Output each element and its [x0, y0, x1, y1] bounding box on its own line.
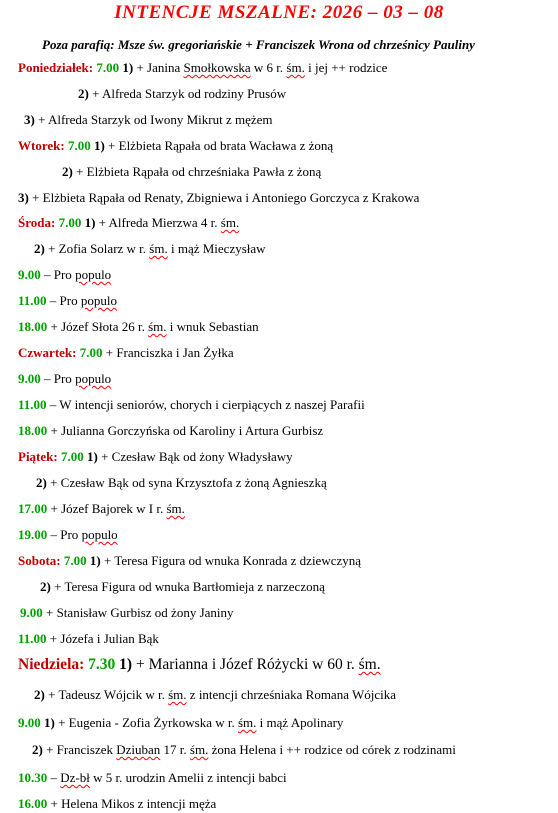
- mass-time: 16.00: [18, 796, 48, 811]
- intention-line: [18, 553, 361, 569]
- intention-text: + Józef Bajorek w I r.: [47, 501, 167, 516]
- intention-text: śm.: [238, 715, 257, 730]
- day-label: Wtorek:: [18, 138, 65, 153]
- intention-text: żona Helena i ++ rodzice od córek z rodzinami: [208, 742, 456, 757]
- intention-line: [24, 112, 273, 128]
- intention-text: 17 r.: [160, 742, 190, 757]
- day-label: Poniedziałek:: [18, 60, 94, 75]
- mass-time: 7.00: [60, 449, 84, 464]
- intention-text: śm.: [286, 60, 305, 75]
- mass-time: 11.00: [18, 293, 47, 308]
- intention-number: 2): [36, 475, 47, 490]
- intention-text: + Tadeusz Wójcik w r.: [44, 687, 169, 702]
- day-label: Piątek:: [18, 449, 58, 464]
- intention-line: [18, 501, 185, 517]
- intention-text: + Elżbieta Rąpała od Renaty, Zbigniewa i Antoniego Gorczyca z Krakowa: [28, 190, 420, 205]
- intention-number: 2): [78, 86, 89, 101]
- intention-line: [34, 687, 396, 703]
- intention-line: [40, 579, 325, 595]
- intention-number: 1): [93, 138, 105, 153]
- intention-line: [18, 215, 239, 231]
- intention-text: śm.: [166, 501, 185, 516]
- intention-number: 2): [34, 687, 45, 702]
- mass-time: 11.00: [18, 397, 47, 412]
- intention-number: 2): [62, 164, 73, 179]
- intention-line: [18, 345, 234, 361]
- mass-time: 7.30: [88, 656, 116, 673]
- mass-time: 7.00: [79, 345, 103, 360]
- mass-time: 7.00: [96, 60, 120, 75]
- intention-text: śm.: [220, 215, 240, 230]
- subtitle: Poza parafią: Msze św. gregoriańskie + Franciszek Wrona od chrześnicy Pauliny: [42, 37, 475, 52]
- mass-time: 19.00: [18, 527, 48, 542]
- intention-text: + Alfreda Starzyk od Iwony Mikrut z mężem: [34, 112, 273, 127]
- intention-line: [78, 86, 286, 102]
- intention-text: populo: [81, 527, 118, 542]
- intention-text: w 5 r. urodzin Amelii z intencji babci: [89, 770, 287, 785]
- intention-text: i wnuk Sebastian: [166, 319, 259, 334]
- intention-text: w 6 r.: [250, 60, 287, 75]
- intention-number: 1): [89, 553, 101, 568]
- intention-line: [18, 715, 343, 731]
- intention-text: + Teresa Figura od wnuka Konrada z dziewczyną: [100, 553, 362, 568]
- intention-text: Smołkowska: [183, 60, 251, 75]
- day-label: Czwartek:: [18, 345, 77, 360]
- intention-text: – W intencji seniorów, chorych i cierpiących z naszej Parafii: [46, 397, 365, 412]
- intention-text: śm.: [149, 241, 168, 256]
- intention-line: [18, 371, 111, 387]
- intention-text: + Franciszek: [42, 742, 117, 757]
- mass-time: 18.00: [18, 319, 48, 334]
- intention-line: [18, 631, 159, 647]
- intention-text: + Czesław Bąk od syna Krzysztofa z żoną Agnieszką: [46, 475, 327, 490]
- intention-text: śm.: [168, 687, 187, 702]
- intention-text: – Pro: [47, 527, 82, 542]
- intention-text: + Helena Mikos z intencji męża: [47, 796, 217, 811]
- intention-text: + Julianna Gorczyńska od Karoliny i Artura Gurbisz: [47, 423, 324, 438]
- intention-text: + Elżbieta Rąpała od brata Wacława z żoną: [104, 138, 334, 153]
- intention-text: Dziuban: [116, 742, 161, 757]
- intention-text: populo: [75, 267, 112, 282]
- intention-number: 1): [122, 60, 134, 75]
- intention-text: populo: [75, 371, 112, 386]
- day-label: Niedziela:: [18, 656, 85, 673]
- intention-number: 2): [32, 742, 43, 757]
- intention-number: 3): [24, 112, 35, 127]
- intention-text: + Zofia Solarz w r.: [44, 241, 150, 256]
- mass-time: 10.30: [18, 770, 48, 785]
- intention-text: z intencji chrześniaka Romana Wójcika: [186, 687, 397, 702]
- intention-line: [18, 138, 333, 154]
- intention-number: 1): [119, 656, 133, 673]
- intention-text: śm.: [148, 319, 167, 334]
- mass-time: 9.00: [18, 715, 41, 730]
- intention-number: 3): [18, 190, 29, 205]
- intention-text: + Franciszka i Jan Żyłka: [102, 345, 234, 360]
- intention-line: [20, 605, 234, 621]
- intention-text: + Józef Słota 26 r.: [47, 319, 149, 334]
- intention-line: [18, 60, 387, 76]
- page-title: INTENCJE MSZALNE: 2026 – 03 – 08: [114, 2, 444, 23]
- mass-time: 7.00: [58, 215, 82, 230]
- intention-text: i mąż Apolinary: [256, 715, 344, 730]
- intention-text: i mąż Mieczysław: [167, 241, 266, 256]
- intention-line: [18, 657, 381, 673]
- intention-text: –: [47, 770, 61, 785]
- day-label: Sobota:: [18, 553, 61, 568]
- intention-line: [18, 190, 419, 206]
- intention-line: [34, 241, 266, 257]
- intention-text: śm.: [358, 656, 381, 673]
- intention-line: [18, 770, 287, 786]
- intention-text: + Elżbieta Rąpała od chrześniaka Pawła z żoną: [72, 164, 322, 179]
- intention-text: + Alfreda Mierzwa 4 r.: [95, 215, 221, 230]
- intention-number: 2): [34, 241, 45, 256]
- intention-line: [18, 267, 111, 283]
- intention-number: 2): [40, 579, 51, 594]
- mass-time: 18.00: [18, 423, 48, 438]
- intention-text: + Józefa i Julian Bąk: [46, 631, 159, 646]
- mass-time: 17.00: [18, 501, 48, 516]
- intention-line: [18, 423, 323, 439]
- intention-text: + Marianna i Józef Różycki w 60 r.: [132, 656, 359, 673]
- intention-text: – Pro: [40, 371, 76, 386]
- mass-time: 9.00: [18, 371, 41, 386]
- mass-time: 9.00: [18, 267, 41, 282]
- mass-time: 7.00: [67, 138, 91, 153]
- mass-time: 11.00: [18, 631, 47, 646]
- intention-number: 1): [86, 449, 98, 464]
- intention-text: + Czesław Bąk od żony Władysławy: [97, 449, 293, 464]
- intention-text: populo: [80, 293, 117, 308]
- intention-line: [18, 796, 216, 812]
- mass-time: 9.00: [20, 605, 43, 620]
- intention-line: [18, 527, 118, 543]
- intention-line: [18, 319, 259, 335]
- intention-text: + Eugenia - Zofia Żyrkowska w r.: [54, 715, 238, 730]
- mass-time: 7.00: [63, 553, 87, 568]
- intention-text: + Teresa Figura od wnuka Bartłomieja z narzeczoną: [50, 579, 325, 594]
- intention-line: [18, 397, 365, 413]
- intention-text: + Janina: [133, 60, 184, 75]
- intention-line: [62, 164, 321, 180]
- intention-line: [36, 475, 327, 491]
- intention-number: 1): [84, 215, 96, 230]
- intention-text: Dz-bł: [60, 770, 90, 785]
- intention-line: [32, 742, 456, 758]
- intention-text: i jej ++ rodzice: [304, 60, 388, 75]
- intention-text: śm.: [189, 742, 209, 757]
- intention-line: [18, 449, 293, 465]
- day-label: Środa:: [18, 215, 56, 230]
- intention-text: + Alfreda Starzyk od rodziny Prusów: [88, 86, 287, 101]
- intention-text: – Pro: [40, 267, 76, 282]
- intention-number: 1): [44, 715, 55, 730]
- intention-line: [18, 293, 117, 309]
- intention-text: + Stanisław Gurbisz od żony Janiny: [42, 605, 234, 620]
- intention-text: – Pro: [46, 293, 81, 308]
